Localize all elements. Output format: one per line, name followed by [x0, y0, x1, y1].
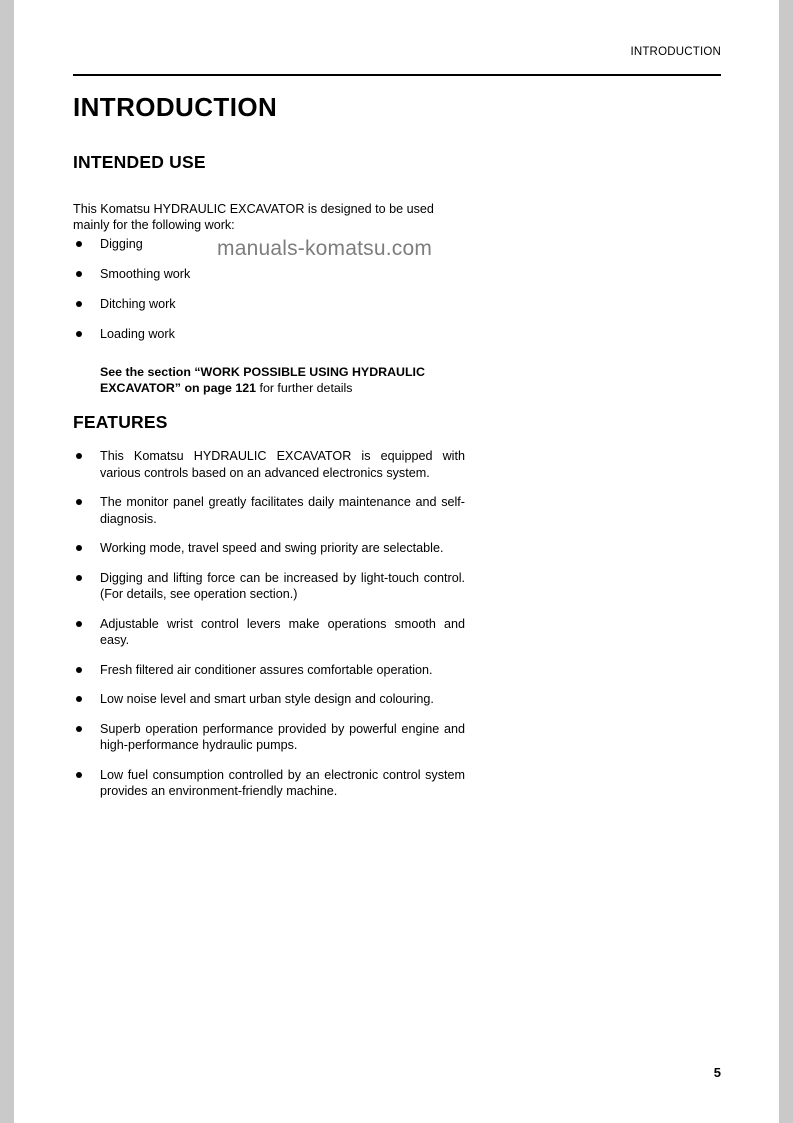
running-head: INTRODUCTION — [630, 46, 721, 58]
list-item: Low fuel consumption controlled by an electronic control system provides an environment-friendly machine. — [73, 767, 465, 800]
list-item: Loading work — [73, 326, 433, 343]
list-item: Adjustable wrist control levers make operations smooth and easy. — [73, 616, 465, 649]
section-heading-features: FEATURES — [73, 412, 168, 432]
page-content — [73, 0, 721, 1123]
list-item: Low noise level and smart urban style design and colouring. — [73, 691, 465, 708]
list-item: Superb operation performance provided by powerful engine and high-performance hydraulic pumps. — [73, 721, 465, 754]
watermark-text: manuals-komatsu.com — [217, 237, 433, 260]
cross-reference-note-normal: for further details — [256, 381, 353, 396]
list-item: This Komatsu HYDRAULIC EXCAVATOR is equipped with various controls based on an advanced electronics system. — [73, 448, 465, 481]
page-number: 5 — [713, 1065, 721, 1080]
list-item: Working mode, travel speed and swing priority are selectable. — [73, 540, 465, 557]
list-item: The monitor panel greatly facilitates daily maintenance and self-diagnosis. — [73, 494, 465, 527]
page-title: INTRODUCTION — [73, 92, 278, 122]
list-item: Digging — [73, 236, 433, 253]
features-list — [73, 448, 465, 813]
page-left-margin-shade — [0, 0, 14, 1123]
header-divider — [73, 74, 721, 76]
page-right-margin-shade — [779, 0, 793, 1123]
cross-reference-note-bold: See the section “WORK POSSIBLE USING HYDRAULIC EXCAVATOR” on page 121 — [100, 365, 425, 396]
list-item: Ditching work — [73, 296, 433, 313]
list-item: Smoothing work — [73, 266, 433, 283]
list-item: Fresh filtered air conditioner assures comfortable operation. — [73, 662, 465, 679]
intended-use-lead-paragraph: This Komatsu HYDRAULIC EXCAVATOR is designed to be used mainly for the following work: — [73, 201, 434, 233]
section-heading-intended-use: INTENDED USE — [73, 152, 206, 172]
list-item: Digging and lifting force can be increased by light-touch control. (For details, see operation section.) — [73, 570, 465, 603]
cross-reference-note — [100, 364, 490, 396]
